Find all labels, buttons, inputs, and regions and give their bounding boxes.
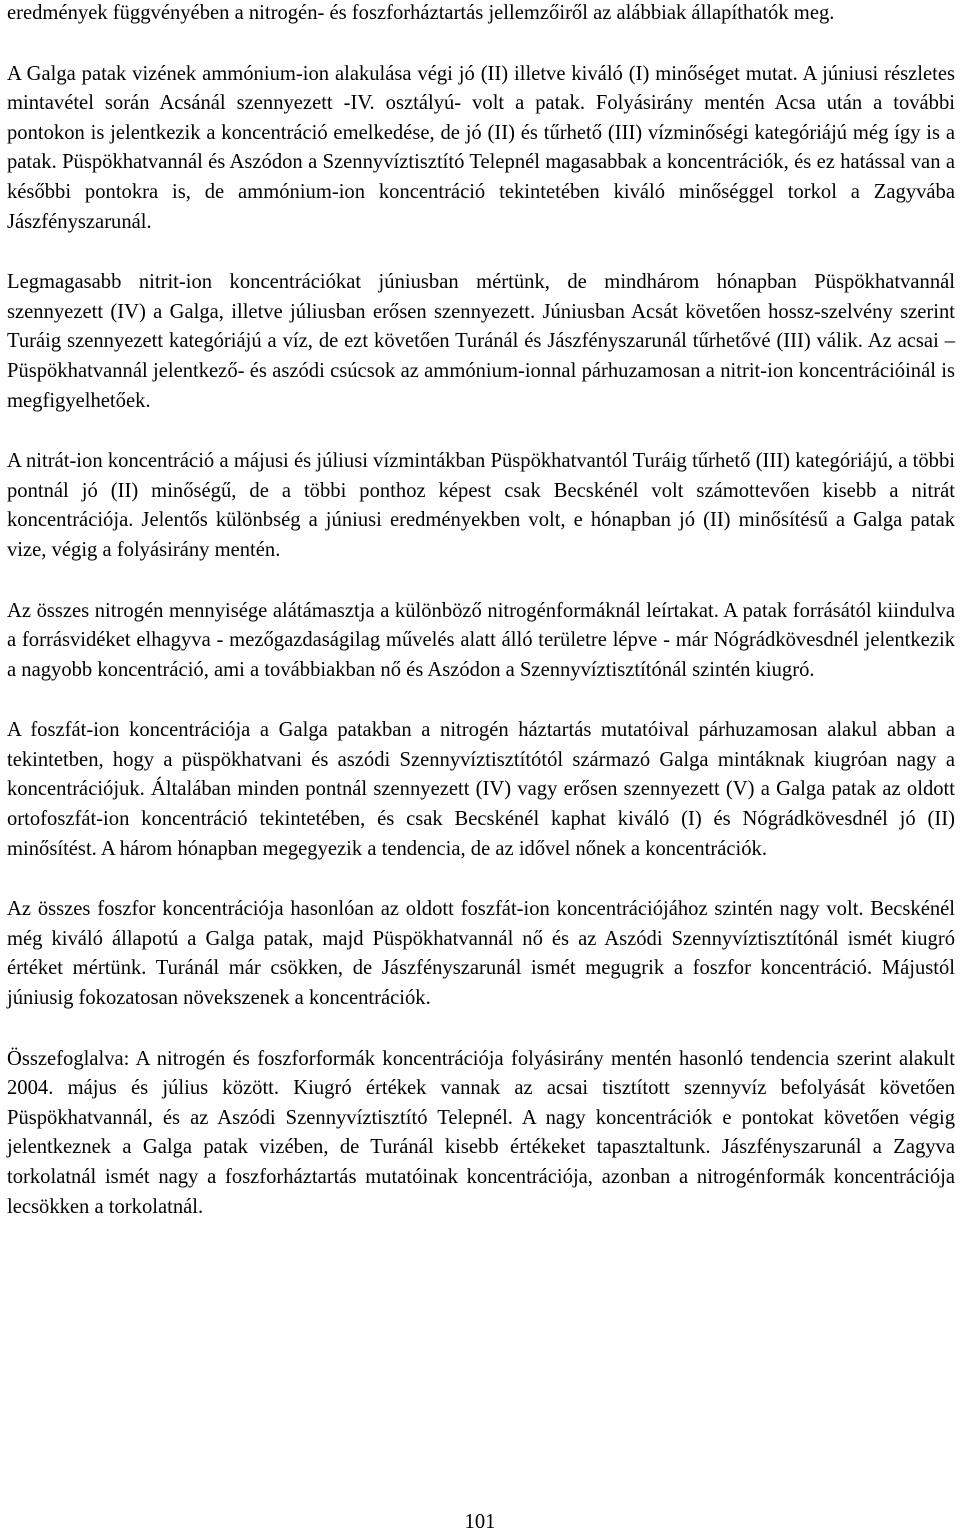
paragraph-nitrite: Legmagasabb nitrit-ion koncentrációkat júniusban mértünk, de mindhárom hónapban Püspökhatvannál szennyezett (IV) a Galga, illetve júliusban erősen szennyezett. Júniusban Acsát követően hossz-szelvény szerint Turáig szennyezett kategóriájú a víz, de ezt követően Turánál és Jászfényszarunál tűrhetővé (III) válik. Az acsai –Püspökhatvannál jelentkező- és aszódi csúcsok az ammónium-ionnal párhuzamosan a nitrit-ion koncentrációinál is megfigyelhetőek. (7, 271, 955, 412)
paragraph-summary: Összefoglalva: A nitrogén és foszforformák koncentrációja folyásirány mentén hasonló tendencia szerint alakult 2004. május és július között. Kiugró értékek vannak az acsai tisztított szennyvíz befolyását követően Püspökhatvannál, és az Aszódi Szennyvíztisztító Telepnél. A nagy koncentrációk e pontokat követően végig jelentkeznek a Galga patak vizében, de Turánál kisebb értékeket tapasztaltunk. Jászfényszarunál a Zagyva torkolatnál ismét nagy a foszforháztartás mutatóinak koncentrációja, azonban a nitrogénformák koncentrációja lecsökken a torkolatnál. (7, 1047, 955, 1218)
paragraph-phosphate: A foszfát-ion koncentrációja a Galga patakban a nitrogén háztartás mutatóival párhuzamosan alakul abban a tekintetben, hogy a püspökhatvani és aszódi Szennyvíztisztítótól származó Galga mintáknak kiugróan nagy a koncentrációjuk. Általában minden pontnál szennyezett (IV) vagy erősen szennyezett (V) a Galga patak az oldott ortofoszfát-ion koncentráció tekintetében, és csak Becskénél kaphat kiváló (I) és Nógrádkövesdnél jó (II) minősítést. A három hónapban megegyezik a tendencia, de az idővel nőnek a koncentrációk. (7, 719, 955, 860)
document-body (7, 0, 955, 1222)
paragraph-total-nitrogen: Az összes nitrogén mennyisége alátámasztja a különböző nitrogénformáknál leírtakat. A patak forrásától kiindulva a forrásvidéket elhagyva - mezőgazdaságilag művelés alatt álló területre lépve - már Nógrádkövesdnél jelentkezik a nagyobb koncentráció, ami a továbbiakban nő és Aszódon a Szennyvíztisztítónál szintén kiugró. (7, 599, 955, 681)
paragraph-total-phosphorus: Az összes foszfor koncentrációja hasonlóan az oldott foszfát-ion koncentrációjához szintén nagy volt. Becskénél még kiváló állapotú a Galga patak, majd Püspökhatvannál nő és az Aszódi Szennyvíztisztítónál ismét kiugró értéket mértünk. Turánál már csökken, de Jászfényszarunál ismét megugrik a foszfor koncentráció. Májustól júniusig fokozatosan növekszenek a koncentrációk. (7, 898, 955, 1010)
paragraph-ammonium: A Galga patak vizének ammónium-ion alakulása végi jó (II) illetve kiváló (I) minőséget mutat. A júniusi részletes mintavétel során Acsánál szennyezett -IV. osztályú- volt a patak. Folyásirány mentén Acsa után a további pontokon is jelentkezik a koncentráció emelkedése, de jó (II) és tűrhető (III) vízminőségi kategóriájú még így is a patak. Püspökhatvannál és Aszódon a Szennyvíztisztító Telepnél magasabbak a koncentrációk, és ez hatással van a későbbi pontokra is, de ammónium-ion koncentráció tekintetében kiváló minőséggel torkol a Zagyvába Jászfényszarunál. (7, 62, 955, 233)
paragraph-continuation: eredmények függvényében a nitrogén- és foszforháztartás jellemzőiről az alábbiak állapíthatók meg. (7, 2, 835, 24)
page-number: 101 (464, 1511, 496, 1533)
paragraph-nitrate: A nitrát-ion koncentráció a májusi és júliusi vízmintákban Püspökhatvantól Turáig tűrhető (III) kategóriájú, a többi pontnál jó (II) minőségű, de a többi ponthoz képest csak Becskénél volt számottevően kisebb a nitrát koncentrációja. Jelentős különbség a júniusi eredményekben volt, e hónapban jó (II) minősítésű a Galga patak vize, végig a folyásirány mentén. (7, 450, 955, 561)
